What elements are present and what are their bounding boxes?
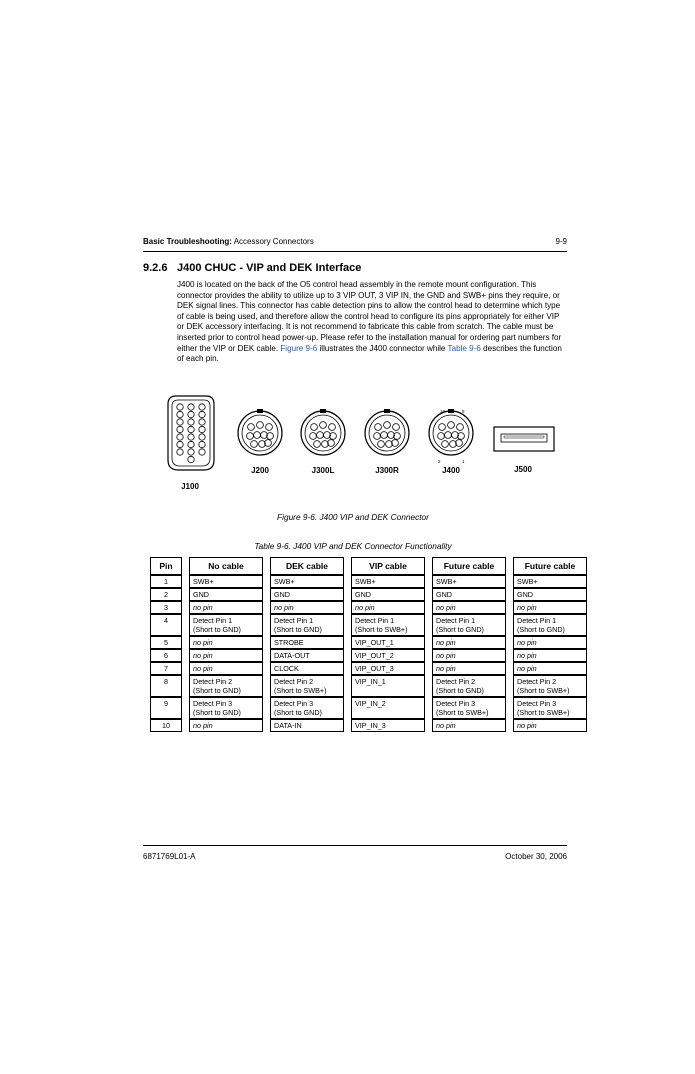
table-header-cell: No cable (189, 557, 263, 575)
footer-rule (143, 845, 567, 846)
body-paragraph (177, 280, 567, 365)
table-header-cell: Pin (150, 557, 182, 575)
figure-link[interactable]: Figure 9-6 (280, 343, 318, 353)
table-cell: VIP_OUT_2 (351, 649, 425, 662)
j300r-label: J300R (375, 466, 399, 475)
table-cell: GND (351, 588, 425, 601)
table-cell: no pin (432, 719, 506, 732)
table-cell: Detect Pin 1 (Short to GND) (513, 614, 587, 636)
table-cell: no pin (432, 649, 506, 662)
table-cell: Detect Pin 1 (Short to GND) (270, 614, 344, 636)
table-row (150, 662, 587, 675)
header-page-number: 9-9 (555, 237, 567, 246)
header-rule (143, 251, 567, 252)
pin-number-cell: 5 (150, 636, 182, 649)
table-cell: VIP_IN_1 (351, 675, 425, 697)
pin-number-cell: 4 (150, 614, 182, 636)
table-cell: SWB+ (513, 575, 587, 588)
table-cell: GND (270, 588, 344, 601)
pin-function-table (143, 557, 594, 732)
table-cell: Detect Pin 3 (Short to SWB+) (432, 697, 506, 719)
table-row (150, 719, 587, 732)
pin-number-cell: 6 (150, 649, 182, 662)
table-cell: STROBE (270, 636, 344, 649)
pin-number-cell: 7 (150, 662, 182, 675)
table-row (150, 601, 587, 614)
table-cell: no pin (189, 649, 263, 662)
figure-caption: Figure 9-6. J400 VIP and DEK Connector (277, 512, 429, 522)
table-cell: no pin (513, 662, 587, 675)
table-cell: VIP_IN_3 (351, 719, 425, 732)
footer-date: October 30, 2006 (505, 852, 567, 861)
table-cell: SWB+ (351, 575, 425, 588)
table-cell: Detect Pin 2 (Short to GND) (189, 675, 263, 697)
table-cell: no pin (189, 601, 263, 614)
table-link[interactable]: Table 9-6 (447, 343, 481, 353)
table-cell: Detect Pin 1 (Short to GND) (432, 614, 506, 636)
j400-pin9-label: 9 (462, 409, 465, 414)
j500-label: J500 (514, 465, 532, 474)
j400-pin1-label: 1 (462, 459, 465, 464)
para-text-2: illustrates the J400 connector while (317, 343, 448, 353)
table-cell: no pin (513, 649, 587, 662)
table-cell: SWB+ (432, 575, 506, 588)
j100-label: J100 (181, 482, 199, 491)
j400-connector (429, 409, 473, 464)
table-cell: VIP_OUT_3 (351, 662, 425, 675)
header-section-rest: Accessory Connectors (231, 237, 314, 246)
j300l-connector (301, 409, 345, 455)
pin-number-cell: 3 (150, 601, 182, 614)
table-cell: DATA-OUT (270, 649, 344, 662)
table-cell: VIP_OUT_1 (351, 636, 425, 649)
table-cell: Detect Pin 1 (Short to SWB+) (351, 614, 425, 636)
table-cell: Detect Pin 3 (Short to GND) (189, 697, 263, 719)
j500-connector (494, 427, 554, 451)
table-row (150, 614, 587, 636)
table-row (150, 636, 587, 649)
table-header-cell: Future cable (513, 557, 587, 575)
pin-number-cell: 10 (150, 719, 182, 732)
table-header-row (150, 557, 587, 575)
connector-figure (160, 390, 580, 500)
table-cell: no pin (432, 636, 506, 649)
j300l-label: J300L (311, 466, 335, 475)
table-cell: DATA-IN (270, 719, 344, 732)
table-cell: CLOCK (270, 662, 344, 675)
pin-number-cell: 8 (150, 675, 182, 697)
table-header-cell: VIP cable (351, 557, 425, 575)
table-cell: no pin (189, 636, 263, 649)
j300r-connector (365, 409, 409, 455)
header-section-bold: Basic Troubleshooting: (143, 237, 232, 246)
table-cell: no pin (432, 662, 506, 675)
j200-label: J200 (251, 466, 269, 475)
table-cell: SWB+ (189, 575, 263, 588)
table-cell: GND (189, 588, 263, 601)
table-cell: no pin (513, 636, 587, 649)
section-title: J400 CHUC - VIP and DEK Interface (177, 262, 362, 274)
table-cell: Detect Pin 2 (Short to SWB+) (270, 675, 344, 697)
table-header-cell: Future cable (432, 557, 506, 575)
table-cell: GND (432, 588, 506, 601)
table-cell: no pin (189, 662, 263, 675)
table-cell: VIP_IN_2 (351, 697, 425, 719)
table-caption: Table 9-6. J400 VIP and DEK Connector Functionality (254, 541, 452, 551)
j200-connector (238, 409, 282, 455)
table-cell: Detect Pin 3 (Short to SWB+) (513, 697, 587, 719)
table-cell: Detect Pin 1 (Short to GND) (189, 614, 263, 636)
table-cell: no pin (351, 601, 425, 614)
table-row (150, 575, 587, 588)
table-cell: no pin (432, 601, 506, 614)
table-cell: Detect Pin 3 (Short to GND) (270, 697, 344, 719)
section-number: 9.2.6 (143, 262, 168, 274)
table-cell: Detect Pin 2 (Short to GND) (432, 675, 506, 697)
para-text-3: describes the function of each pin. (177, 343, 562, 364)
table-row (150, 697, 587, 719)
pin-number-cell: 1 (150, 575, 182, 588)
table-cell: no pin (189, 719, 263, 732)
table-row (150, 649, 587, 662)
table-cell: Detect Pin 2 (Short to SWB+) (513, 675, 587, 697)
table-cell: no pin (513, 601, 587, 614)
j100-connector (168, 396, 214, 470)
j400-pin2-label: 2 (438, 459, 441, 464)
pin-number-cell: 2 (150, 588, 182, 601)
j400-pin10-label: 10 (440, 409, 446, 414)
table-cell: SWB+ (270, 575, 344, 588)
table-row (150, 588, 587, 601)
table-cell: GND (513, 588, 587, 601)
table-cell: no pin (513, 719, 587, 732)
para-text-1: J400 is located on the back of the O5 control head assembly in the remote mount configuration. This connector provides the ability to utilize up to 3 VIP OUT, 3 VIP IN, the GND and SWB+ pins they require, or DEK signal lines. This connector has cable detection pins to allow the control head to determine which type of cable is being used, and therefore allow the control head to configure its pins appropriately for either VIP or DEK accessory interfacing. It is not recommend to fabricate this cable from scratch. The cable must be inserted prior to control head power-up. Please refer to the installation manual for ordering part numbers for either the VIP or DEK cable. (177, 280, 562, 353)
pin-number-cell: 9 (150, 697, 182, 719)
footer-doc-number: 6871769L01-A (143, 852, 196, 861)
table-cell: no pin (270, 601, 344, 614)
table-row (150, 675, 587, 697)
j400-label: J400 (442, 466, 460, 475)
running-header (143, 237, 314, 246)
table-header-cell: DEK cable (270, 557, 344, 575)
